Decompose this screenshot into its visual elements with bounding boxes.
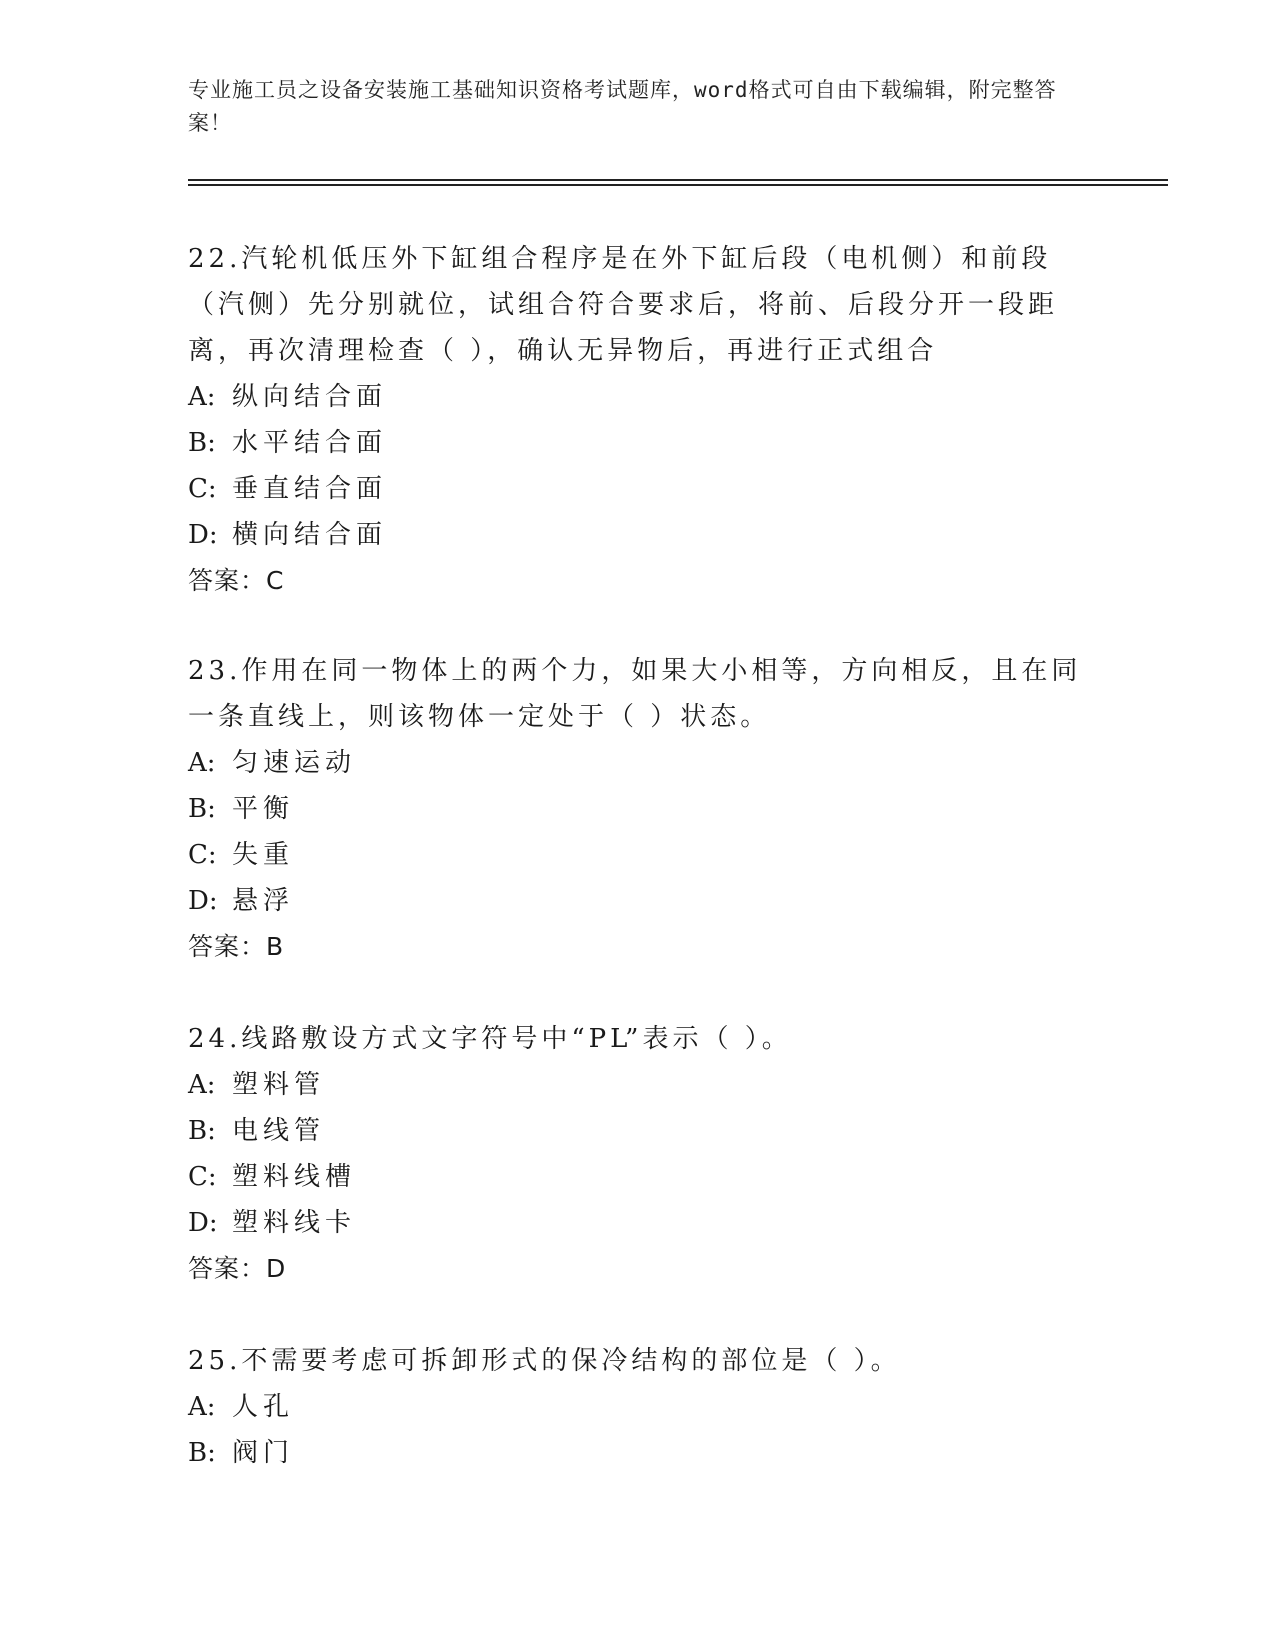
option-c xyxy=(188,466,1088,512)
question-stem: 25.不需要考虑可拆卸形式的保冷结构的部位是（ ）。 xyxy=(188,1346,901,1376)
option-b xyxy=(188,1108,1088,1154)
header-divider-top xyxy=(188,179,1168,181)
option-d xyxy=(188,512,1088,558)
option-key: B: xyxy=(188,1438,216,1468)
question-23 xyxy=(188,648,1088,970)
question-25 xyxy=(188,1338,1088,1476)
option-key: B: xyxy=(188,1116,216,1146)
option-text: 横向结合面 xyxy=(232,520,388,550)
option-text: 塑料线卡 xyxy=(232,1208,357,1238)
option-text: 纵向结合面 xyxy=(232,382,388,412)
option-key: D: xyxy=(188,520,218,550)
option-text: 平衡 xyxy=(232,794,295,824)
question-22 xyxy=(188,236,1088,604)
option-text: 人孔 xyxy=(232,1392,295,1422)
option-text: 阀门 xyxy=(232,1438,295,1468)
option-text: 塑料管 xyxy=(232,1070,326,1100)
option-key: C: xyxy=(188,1162,217,1192)
question-stem: 23.作用在同一物体上的两个力，如果大小相等，方向相反，且在同一条直线上，则该物体一定处于（ ）状态。 xyxy=(188,656,1082,732)
option-b xyxy=(188,420,1088,466)
option-text: 匀速运动 xyxy=(232,748,357,778)
option-text: 垂直结合面 xyxy=(232,474,388,504)
option-a xyxy=(188,374,1088,420)
option-text: 电线管 xyxy=(232,1116,326,1146)
option-key: D: xyxy=(188,1208,218,1238)
option-text: 水平结合面 xyxy=(232,428,388,458)
option-a xyxy=(188,740,1088,786)
document-header: 专业施工员之设备安装施工基础知识资格考试题库，word格式可自由下载编辑，附完整答案！ xyxy=(188,78,1057,135)
option-b xyxy=(188,1430,1088,1476)
option-text: 悬浮 xyxy=(232,886,295,916)
option-d xyxy=(188,878,1088,924)
option-key: B: xyxy=(188,428,216,458)
option-key: B: xyxy=(188,794,216,824)
option-d xyxy=(188,1200,1088,1246)
question-stem: 24.线路敷设方式文字符号中“PL”表示（ ）。 xyxy=(188,1024,792,1054)
option-key: A: xyxy=(188,382,216,412)
option-a xyxy=(188,1384,1088,1430)
option-key: D: xyxy=(188,886,218,916)
option-key: C: xyxy=(188,474,217,504)
answer-line: 答案：C xyxy=(188,566,285,595)
answer-line: 答案：D xyxy=(188,1254,287,1283)
option-c xyxy=(188,1154,1088,1200)
option-b xyxy=(188,786,1088,832)
option-key: A: xyxy=(188,1392,216,1422)
option-c xyxy=(188,832,1088,878)
option-key: A: xyxy=(188,748,216,778)
question-stem: 22.汽轮机低压外下缸组合程序是在外下缸后段（电机侧）和前段（汽侧）先分别就位，试组合符合要求后，将前、后段分开一段距离，再次清理检查（ ），确认无异物后，再进行正式组合 xyxy=(188,244,1059,366)
option-text: 失重 xyxy=(232,840,295,870)
header-divider-bottom xyxy=(188,184,1168,186)
question-24 xyxy=(188,1016,1088,1292)
option-key: C: xyxy=(188,840,217,870)
option-key: A: xyxy=(188,1070,216,1100)
option-text: 塑料线槽 xyxy=(232,1162,357,1192)
option-a xyxy=(188,1062,1088,1108)
answer-line: 答案：B xyxy=(188,932,285,961)
